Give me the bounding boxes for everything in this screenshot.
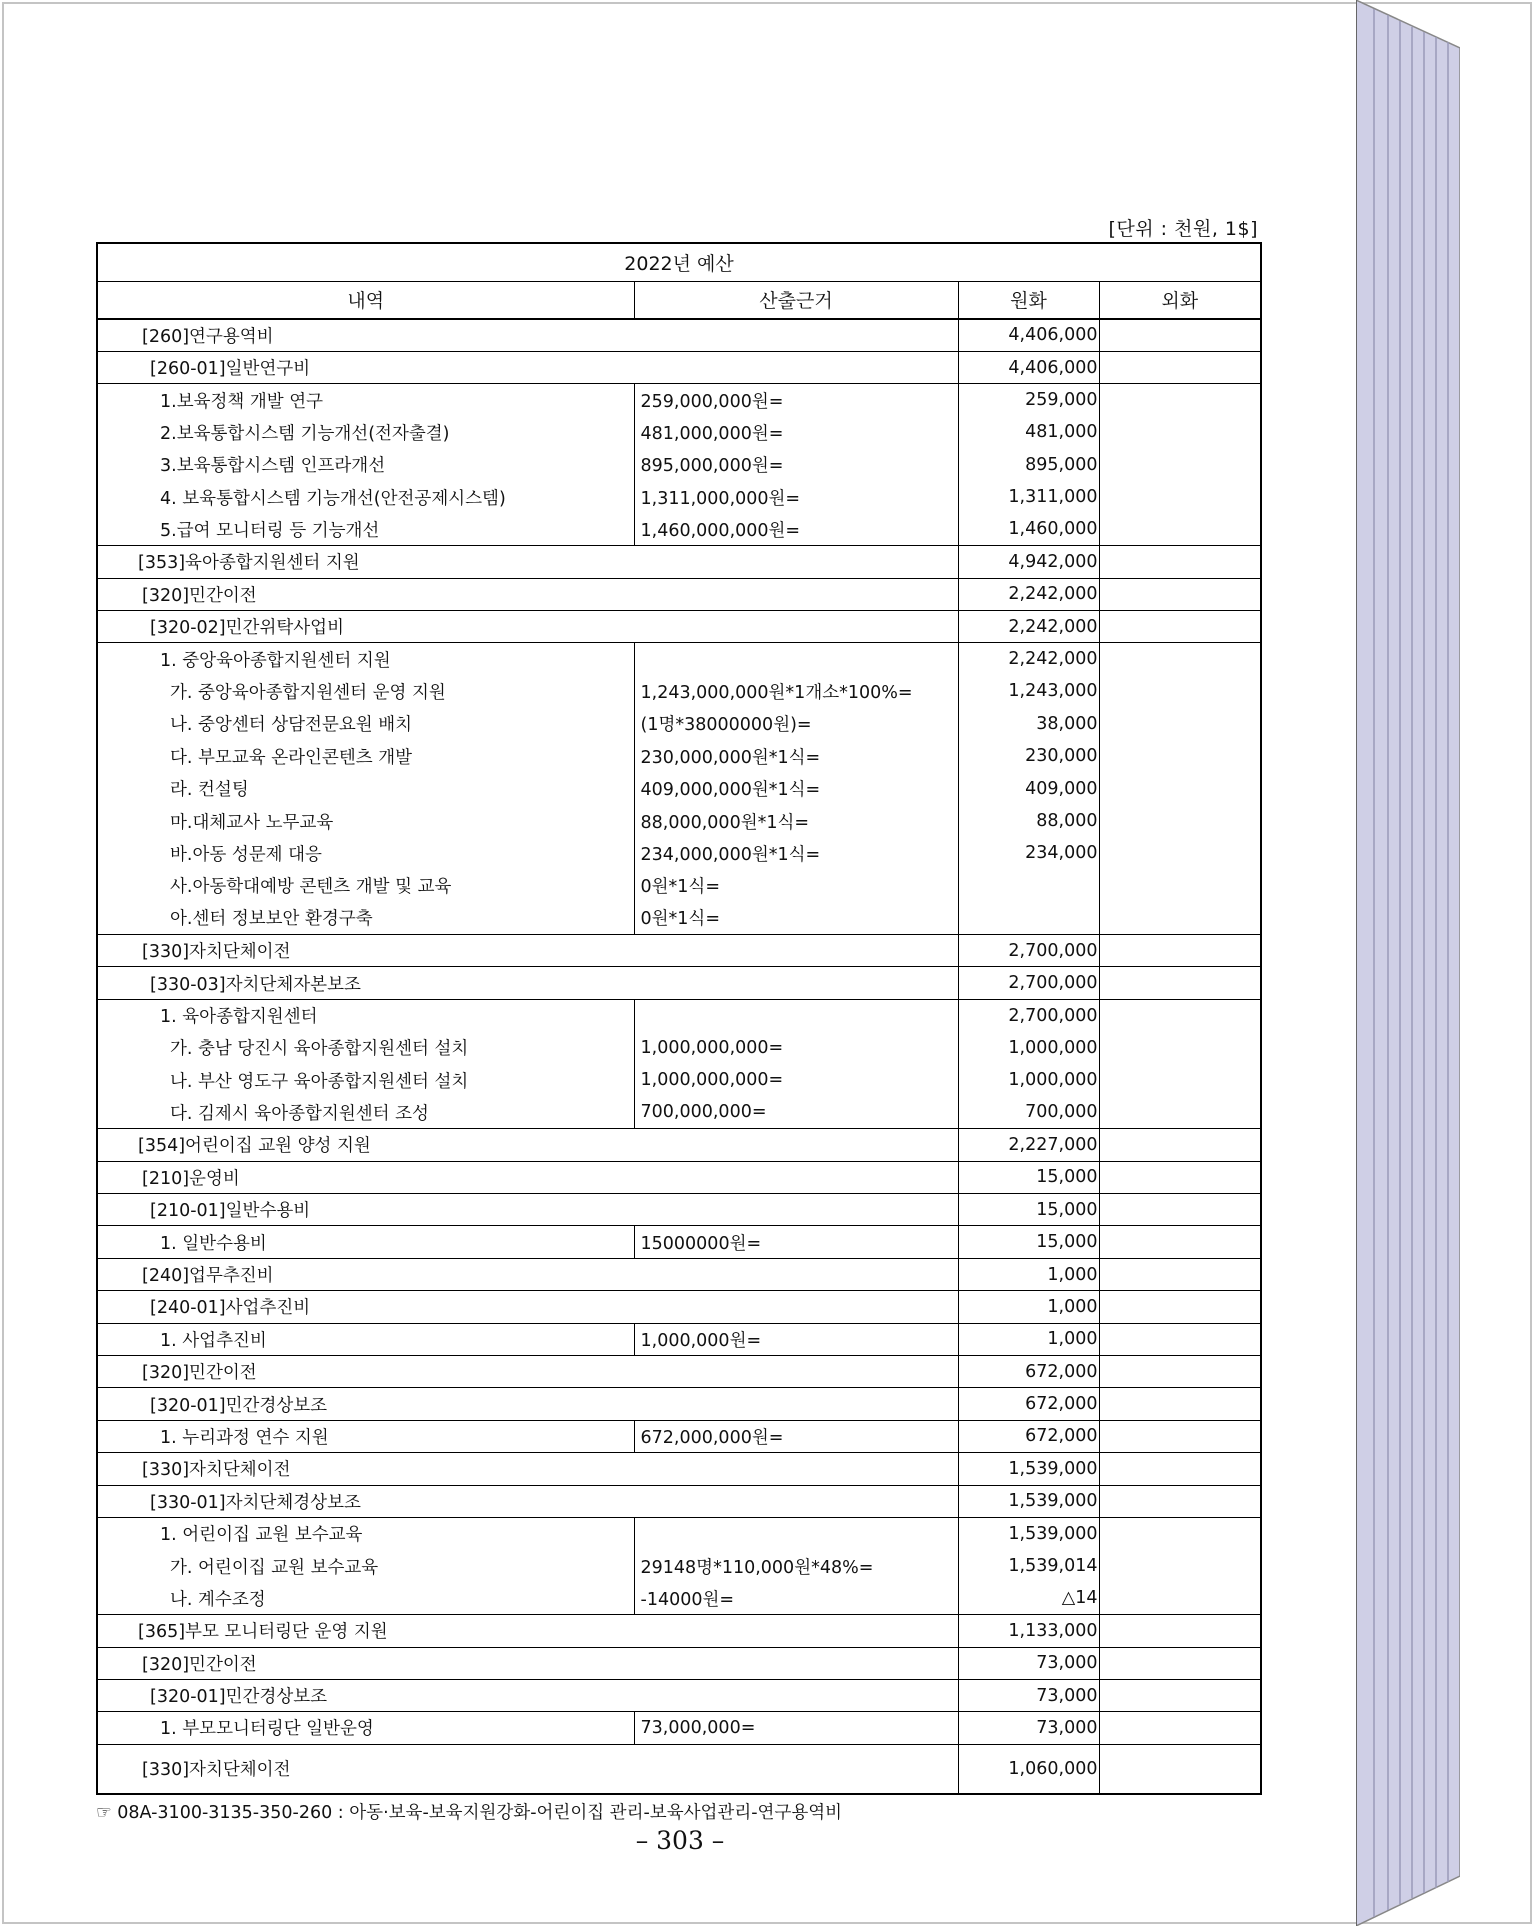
krw-cell: 1,000,000 <box>958 1064 1099 1096</box>
item-cell: [260-01]일반연구비 <box>97 351 958 383</box>
item-cell: [353]육아종합지원센터 지원 <box>97 546 958 578</box>
krw-cell: 2,242,000 <box>958 611 1099 643</box>
basis-cell: 29148명*110,000원*48%= <box>634 1550 958 1582</box>
krw-cell: 15,000 <box>958 1161 1099 1193</box>
krw-cell: △14 <box>958 1582 1099 1614</box>
krw-cell <box>958 902 1099 934</box>
item-cell: [320]민간이전 <box>97 1647 958 1679</box>
krw-cell: 1,000,000 <box>958 1032 1099 1064</box>
basis-cell: 1,460,000,000원= <box>634 513 958 545</box>
item-cell: [240-01]사업추진비 <box>97 1291 958 1323</box>
item-cell: [330-03]자치단체자본보조 <box>97 967 958 999</box>
krw-cell: 1,060,000 <box>958 1744 1099 1794</box>
foreign-cell <box>1099 1647 1261 1679</box>
basis-cell: 1,311,000,000원= <box>634 481 958 513</box>
krw-cell: 1,460,000 <box>958 513 1099 545</box>
table-row <box>97 1258 1261 1290</box>
foreign-cell <box>1099 837 1261 869</box>
foreign-cell <box>1099 481 1261 513</box>
foreign-cell <box>1099 1161 1261 1193</box>
foreign-cell <box>1099 805 1261 837</box>
basis-cell <box>634 999 958 1031</box>
table-row <box>97 708 1261 740</box>
table-row <box>97 837 1261 869</box>
item-cell: 1. 중앙육아종합지원센터 지원 <box>97 643 634 675</box>
basis-cell: 672,000,000원= <box>634 1420 958 1452</box>
table-row <box>97 1712 1261 1744</box>
basis-cell: 409,000,000원*1식= <box>634 772 958 804</box>
krw-cell: 234,000 <box>958 837 1099 869</box>
basis-cell: 1,243,000,000원*1개소*100%= <box>634 675 958 707</box>
table-row <box>97 1129 1261 1161</box>
krw-cell: 2,242,000 <box>958 578 1099 610</box>
item-cell: 마.대체교사 노무교육 <box>97 805 634 837</box>
column-header-item: 내역 <box>97 281 634 319</box>
foreign-cell <box>1099 675 1261 707</box>
foreign-cell <box>1099 1032 1261 1064</box>
item-cell: 1. 일반수용비 <box>97 1226 634 1258</box>
krw-cell: 15,000 <box>958 1194 1099 1226</box>
item-cell: 사.아동학대예방 콘텐츠 개발 및 교육 <box>97 870 634 902</box>
krw-cell: 700,000 <box>958 1096 1099 1128</box>
item-cell: [320-01]민간경상보조 <box>97 1679 958 1711</box>
table-row <box>97 740 1261 772</box>
item-cell: [240]업무추진비 <box>97 1258 958 1290</box>
table-row <box>97 1615 1261 1647</box>
foreign-cell <box>1099 902 1261 934</box>
foreign-cell <box>1099 546 1261 578</box>
foreign-cell <box>1099 643 1261 675</box>
foreign-cell <box>1099 578 1261 610</box>
item-cell: [330]자치단체이전 <box>97 934 958 966</box>
foreign-cell <box>1099 384 1261 416</box>
item-cell: 나. 부산 영도구 육아종합지원센터 설치 <box>97 1064 634 1096</box>
basis-cell: 895,000,000원= <box>634 449 958 481</box>
krw-cell: 15,000 <box>958 1226 1099 1258</box>
table-row <box>97 611 1261 643</box>
foreign-cell <box>1099 1064 1261 1096</box>
table-row <box>97 513 1261 545</box>
krw-cell: 409,000 <box>958 772 1099 804</box>
basis-cell: 0원*1식= <box>634 870 958 902</box>
table-row <box>97 1032 1261 1064</box>
basis-cell: 234,000,000원*1식= <box>634 837 958 869</box>
table-row <box>97 1485 1261 1517</box>
table-row <box>97 449 1261 481</box>
foreign-cell <box>1099 1712 1261 1744</box>
krw-cell <box>958 870 1099 902</box>
item-cell: 1. 부모모니터링단 일반운영 <box>97 1712 634 1744</box>
footnote: ☞ 08A-3100-3135-350-260 : 아동·보육-보육지원강화-어린이집 관리-보육사업관리-연구용역비 <box>96 1803 843 1823</box>
item-cell: [320-02]민간위탁사업비 <box>97 611 958 643</box>
foreign-cell <box>1099 1388 1261 1420</box>
table-row <box>97 1388 1261 1420</box>
krw-cell: 2,700,000 <box>958 934 1099 966</box>
table-row <box>97 1161 1261 1193</box>
basis-cell: 0원*1식= <box>634 902 958 934</box>
krw-cell: 672,000 <box>958 1420 1099 1452</box>
table-row <box>97 1582 1261 1614</box>
item-cell: [354]어린이집 교원 양성 지원 <box>97 1129 958 1161</box>
krw-cell: 1,311,000 <box>958 481 1099 513</box>
krw-cell: 895,000 <box>958 449 1099 481</box>
krw-cell: 73,000 <box>958 1647 1099 1679</box>
foreign-cell <box>1099 1517 1261 1549</box>
table-row <box>97 902 1261 934</box>
foreign-cell <box>1099 1485 1261 1517</box>
krw-cell: 73,000 <box>958 1679 1099 1711</box>
krw-cell: 1,539,014 <box>958 1550 1099 1582</box>
unit-note: [단위 : 천원, 1$] <box>1108 218 1258 240</box>
foreign-cell <box>1099 772 1261 804</box>
table-row <box>97 1194 1261 1226</box>
item-cell: 5.급여 모니터링 등 기능개선 <box>97 513 634 545</box>
foreign-cell <box>1099 1550 1261 1582</box>
column-header-krw: 원화 <box>958 281 1099 319</box>
table-body <box>97 319 1261 1794</box>
krw-cell: 2,227,000 <box>958 1129 1099 1161</box>
foreign-cell <box>1099 611 1261 643</box>
item-cell: 1. 어린이집 교원 보수교육 <box>97 1517 634 1549</box>
krw-cell: 481,000 <box>958 416 1099 448</box>
krw-cell: 672,000 <box>958 1388 1099 1420</box>
foreign-cell <box>1099 1226 1261 1258</box>
krw-cell: 1,539,000 <box>958 1485 1099 1517</box>
column-header-foreign: 외화 <box>1099 281 1261 319</box>
item-cell: [260]연구용역비 <box>97 319 958 351</box>
basis-cell: 259,000,000원= <box>634 384 958 416</box>
table-row <box>97 416 1261 448</box>
krw-cell: 1,133,000 <box>958 1615 1099 1647</box>
table-row <box>97 1550 1261 1582</box>
foreign-cell <box>1099 708 1261 740</box>
foreign-cell <box>1099 1420 1261 1452</box>
item-cell: 1. 육아종합지원센터 <box>97 999 634 1031</box>
table-row <box>97 481 1261 513</box>
table-row <box>97 1356 1261 1388</box>
table-row <box>97 351 1261 383</box>
table-row <box>97 805 1261 837</box>
table-row <box>97 578 1261 610</box>
item-cell: 나. 계수조정 <box>97 1582 634 1614</box>
item-cell: 가. 어린이집 교원 보수교육 <box>97 1550 634 1582</box>
krw-cell: 4,942,000 <box>958 546 1099 578</box>
basis-cell: -14000원= <box>634 1582 958 1614</box>
budget-table <box>96 242 1262 1795</box>
basis-cell: 73,000,000= <box>634 1712 958 1744</box>
table-row <box>97 1744 1261 1794</box>
table-row <box>97 675 1261 707</box>
table-row <box>97 1064 1261 1096</box>
item-cell: [210-01]일반수용비 <box>97 1194 958 1226</box>
item-cell: 1.보육정책 개발 연구 <box>97 384 634 416</box>
krw-cell: 672,000 <box>958 1356 1099 1388</box>
krw-cell: 1,000 <box>958 1291 1099 1323</box>
krw-cell: 38,000 <box>958 708 1099 740</box>
table-row <box>97 319 1261 351</box>
page-number: – 303 – <box>635 1826 725 1855</box>
item-cell: [330]자치단체이전 <box>97 1744 958 1794</box>
basis-cell <box>634 1517 958 1549</box>
column-header-basis: 산출근거 <box>634 281 958 319</box>
table-row <box>97 1517 1261 1549</box>
foreign-cell <box>1099 740 1261 772</box>
item-cell: [365]부모 모니터링단 운영 지원 <box>97 1615 958 1647</box>
item-cell: [320]민간이전 <box>97 578 958 610</box>
foreign-cell <box>1099 1744 1261 1794</box>
table-row <box>97 999 1261 1031</box>
krw-cell: 1,539,000 <box>958 1517 1099 1549</box>
item-cell: 4. 보육통합시스템 기능개선(안전공제시스템) <box>97 481 634 513</box>
table-row <box>97 1226 1261 1258</box>
basis-cell: 230,000,000원*1식= <box>634 740 958 772</box>
foreign-cell <box>1099 1323 1261 1355</box>
foreign-cell <box>1099 1096 1261 1128</box>
krw-cell: 1,000 <box>958 1258 1099 1290</box>
table-row <box>97 1096 1261 1128</box>
foreign-cell <box>1099 351 1261 383</box>
foreign-cell <box>1099 967 1261 999</box>
basis-cell <box>634 643 958 675</box>
item-cell: 라. 컨설팅 <box>97 772 634 804</box>
foreign-cell <box>1099 416 1261 448</box>
basis-cell: (1명*38000000원)= <box>634 708 958 740</box>
basis-cell: 481,000,000원= <box>634 416 958 448</box>
krw-cell: 1,000 <box>958 1323 1099 1355</box>
krw-cell: 259,000 <box>958 384 1099 416</box>
item-cell: 가. 충남 당진시 육아종합지원센터 설치 <box>97 1032 634 1064</box>
krw-cell: 88,000 <box>958 805 1099 837</box>
item-cell: [210]운영비 <box>97 1161 958 1193</box>
basis-cell: 1,000,000,000= <box>634 1032 958 1064</box>
item-cell: [330-01]자치단체경상보조 <box>97 1485 958 1517</box>
item-cell: 3.보육통합시스템 인프라개선 <box>97 449 634 481</box>
table-row <box>97 772 1261 804</box>
table-row <box>97 1679 1261 1711</box>
foreign-cell <box>1099 1258 1261 1290</box>
table-title: 2022년 예산 <box>97 243 1261 281</box>
foreign-cell <box>1099 1129 1261 1161</box>
table-row <box>97 1420 1261 1452</box>
foreign-cell <box>1099 1615 1261 1647</box>
table-row <box>97 870 1261 902</box>
foreign-cell <box>1099 1194 1261 1226</box>
item-cell: 다. 김제시 육아종합지원센터 조성 <box>97 1096 634 1128</box>
foreign-cell <box>1099 1291 1261 1323</box>
item-cell: 다. 부모교육 온라인콘텐츠 개발 <box>97 740 634 772</box>
foreign-cell <box>1099 513 1261 545</box>
krw-cell: 4,406,000 <box>958 351 1099 383</box>
krw-cell: 2,700,000 <box>958 999 1099 1031</box>
foreign-cell <box>1099 319 1261 351</box>
krw-cell: 2,242,000 <box>958 643 1099 675</box>
krw-cell: 1,539,000 <box>958 1453 1099 1485</box>
krw-cell: 230,000 <box>958 740 1099 772</box>
foreign-cell <box>1099 1356 1261 1388</box>
foreign-cell <box>1099 1453 1261 1485</box>
item-cell: 바.아동 성문제 대응 <box>97 837 634 869</box>
foreign-cell <box>1099 1679 1261 1711</box>
table-row <box>97 1323 1261 1355</box>
krw-cell: 73,000 <box>958 1712 1099 1744</box>
foreign-cell <box>1099 870 1261 902</box>
foreign-cell <box>1099 449 1261 481</box>
basis-cell: 700,000,000= <box>634 1096 958 1128</box>
table-row <box>97 643 1261 675</box>
basis-cell: 1,000,000원= <box>634 1323 958 1355</box>
item-cell: [330]자치단체이전 <box>97 1453 958 1485</box>
krw-cell: 1,243,000 <box>958 675 1099 707</box>
table-row <box>97 1453 1261 1485</box>
item-cell: 1. 사업추진비 <box>97 1323 634 1355</box>
foreign-cell <box>1099 999 1261 1031</box>
basis-cell: 88,000,000원*1식= <box>634 805 958 837</box>
item-cell: 나. 중앙센터 상담전문요원 배치 <box>97 708 634 740</box>
foreign-cell <box>1099 1582 1261 1614</box>
table-row <box>97 1291 1261 1323</box>
basis-cell: 1,000,000,000= <box>634 1064 958 1096</box>
page-stack-edge <box>1356 0 1460 1926</box>
table-row <box>97 384 1261 416</box>
table-row <box>97 546 1261 578</box>
table-row <box>97 934 1261 966</box>
item-cell: [320]민간이전 <box>97 1356 958 1388</box>
krw-cell: 2,700,000 <box>958 967 1099 999</box>
item-cell: [320-01]민간경상보조 <box>97 1388 958 1420</box>
item-cell: 1. 누리과정 연수 지원 <box>97 1420 634 1452</box>
table-row <box>97 1647 1261 1679</box>
item-cell: 2.보육통합시스템 기능개선(전자출결) <box>97 416 634 448</box>
krw-cell: 4,406,000 <box>958 319 1099 351</box>
table-row <box>97 967 1261 999</box>
item-cell: 아.센터 정보보안 환경구축 <box>97 902 634 934</box>
basis-cell: 15000000원= <box>634 1226 958 1258</box>
item-cell: 가. 중앙육아종합지원센터 운영 지원 <box>97 675 634 707</box>
foreign-cell <box>1099 934 1261 966</box>
